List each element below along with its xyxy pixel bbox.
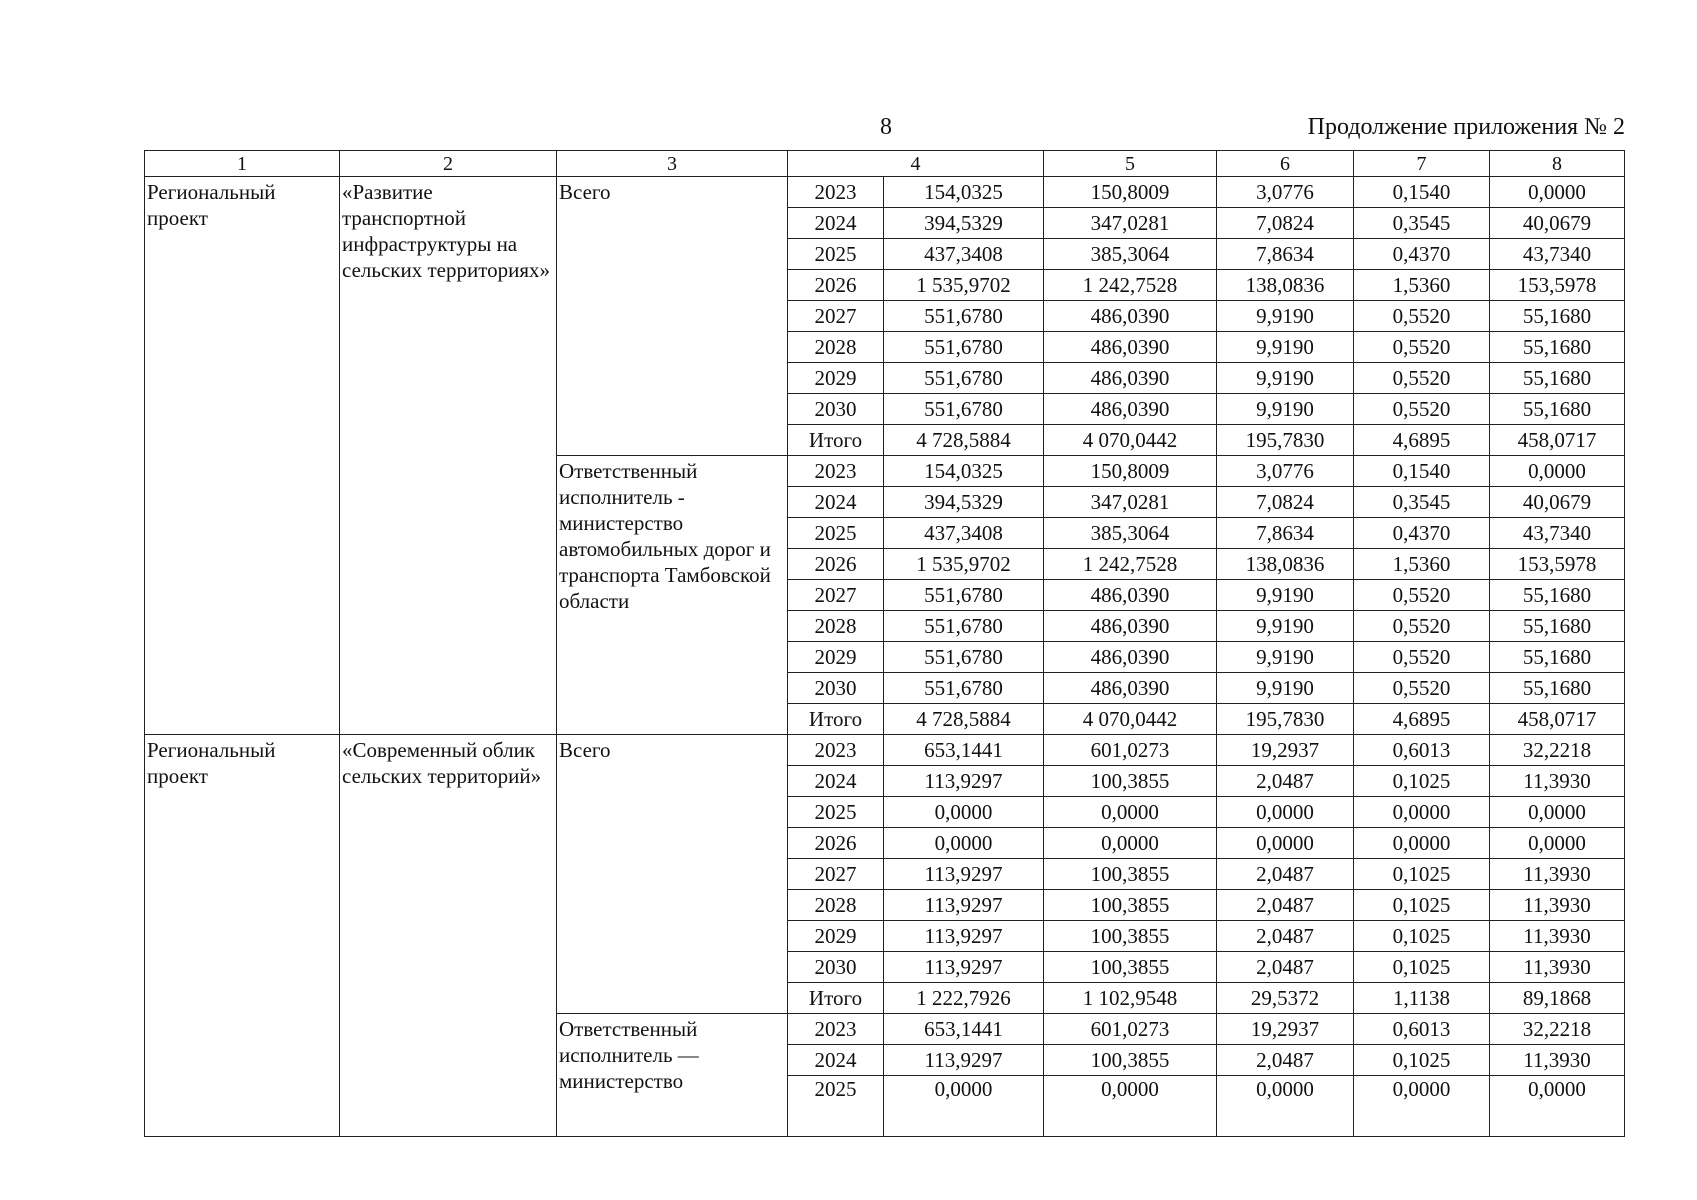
value-cell: 55,1680 bbox=[1490, 673, 1625, 704]
value-cell: 40,0679 bbox=[1490, 487, 1625, 518]
year-cell: 2023 bbox=[788, 456, 884, 487]
value-cell: 154,0325 bbox=[884, 456, 1044, 487]
value-cell: 1,5360 bbox=[1354, 270, 1490, 301]
value-cell: 55,1680 bbox=[1490, 394, 1625, 425]
value-cell: 2,0487 bbox=[1217, 766, 1354, 797]
value-cell: 138,0836 bbox=[1217, 270, 1354, 301]
value-cell: 43,7340 bbox=[1490, 239, 1625, 270]
value-cell: 7,8634 bbox=[1217, 239, 1354, 270]
value-cell: 486,0390 bbox=[1044, 611, 1217, 642]
value-cell: 0,3545 bbox=[1354, 208, 1490, 239]
value-cell: 11,3930 bbox=[1490, 952, 1625, 983]
year-cell: 2027 bbox=[788, 859, 884, 890]
value-cell: 0,0000 bbox=[1044, 828, 1217, 859]
value-cell: 153,5978 bbox=[1490, 270, 1625, 301]
value-cell: 0,0000 bbox=[1217, 828, 1354, 859]
value-cell: 55,1680 bbox=[1490, 611, 1625, 642]
continuation-title: Продолжение приложения № 2 bbox=[1307, 114, 1625, 140]
project-name-cell: «Современный облик сельских территорий» bbox=[340, 735, 557, 1137]
column-number: 3 bbox=[557, 151, 788, 177]
year-cell: 2025 bbox=[788, 518, 884, 549]
value-cell: 0,5520 bbox=[1354, 394, 1490, 425]
executor-cell: Всего bbox=[557, 177, 788, 456]
value-cell: 0,0000 bbox=[1490, 177, 1625, 208]
value-cell: 601,0273 bbox=[1044, 1014, 1217, 1045]
value-cell: 486,0390 bbox=[1044, 642, 1217, 673]
year-cell: 2030 bbox=[788, 394, 884, 425]
value-cell: 486,0390 bbox=[1044, 332, 1217, 363]
year-cell: 2028 bbox=[788, 611, 884, 642]
value-cell: 9,9190 bbox=[1217, 673, 1354, 704]
value-cell: 0,1025 bbox=[1354, 890, 1490, 921]
value-cell: 9,9190 bbox=[1217, 642, 1354, 673]
value-cell: 0,4370 bbox=[1354, 518, 1490, 549]
value-cell: 3,0776 bbox=[1217, 177, 1354, 208]
year-cell: 2028 bbox=[788, 332, 884, 363]
year-cell: Итого bbox=[788, 425, 884, 456]
value-cell: 486,0390 bbox=[1044, 673, 1217, 704]
value-cell: 113,9297 bbox=[884, 1045, 1044, 1076]
value-cell: 551,6780 bbox=[884, 394, 1044, 425]
value-cell: 100,3855 bbox=[1044, 890, 1217, 921]
value-cell: 195,7830 bbox=[1217, 425, 1354, 456]
value-cell: 9,9190 bbox=[1217, 301, 1354, 332]
year-cell: 2026 bbox=[788, 270, 884, 301]
value-cell: 32,2218 bbox=[1490, 735, 1625, 766]
value-cell: 437,3408 bbox=[884, 239, 1044, 270]
value-cell: 138,0836 bbox=[1217, 549, 1354, 580]
value-cell: 9,9190 bbox=[1217, 580, 1354, 611]
value-cell: 1 535,9702 bbox=[884, 270, 1044, 301]
table-row bbox=[145, 177, 1625, 208]
value-cell: 4,6895 bbox=[1354, 425, 1490, 456]
value-cell: 0,6013 bbox=[1354, 735, 1490, 766]
value-cell: 551,6780 bbox=[884, 580, 1044, 611]
column-number: 8 bbox=[1490, 151, 1625, 177]
value-cell: 394,5329 bbox=[884, 487, 1044, 518]
value-cell: 394,5329 bbox=[884, 208, 1044, 239]
program-type-cell: Региональный проект bbox=[145, 735, 340, 1137]
value-cell: 113,9297 bbox=[884, 921, 1044, 952]
year-cell: 2025 bbox=[788, 239, 884, 270]
value-cell: 551,6780 bbox=[884, 611, 1044, 642]
value-cell: 1 242,7528 bbox=[1044, 270, 1217, 301]
value-cell: 0,5520 bbox=[1354, 642, 1490, 673]
value-cell: 0,0000 bbox=[1354, 797, 1490, 828]
value-cell: 150,8009 bbox=[1044, 456, 1217, 487]
year-cell: Итого bbox=[788, 983, 884, 1014]
column-number: 1 bbox=[145, 151, 340, 177]
value-cell: 653,1441 bbox=[884, 1014, 1044, 1045]
value-cell: 0,1025 bbox=[1354, 859, 1490, 890]
value-cell: 601,0273 bbox=[1044, 735, 1217, 766]
value-cell: 0,1025 bbox=[1354, 952, 1490, 983]
value-cell: 437,3408 bbox=[884, 518, 1044, 549]
value-cell: 0,0000 bbox=[1490, 456, 1625, 487]
value-cell: 100,3855 bbox=[1044, 1045, 1217, 1076]
year-cell: 2024 bbox=[788, 1045, 884, 1076]
value-cell: 89,1868 bbox=[1490, 983, 1625, 1014]
value-cell: 9,9190 bbox=[1217, 611, 1354, 642]
value-cell: 1,5360 bbox=[1354, 549, 1490, 580]
column-number: 6 bbox=[1217, 151, 1354, 177]
year-cell: 2024 bbox=[788, 766, 884, 797]
value-cell: 0,0000 bbox=[1490, 797, 1625, 828]
value-cell: 0,0000 bbox=[1217, 797, 1354, 828]
value-cell: 0,0000 bbox=[1354, 1076, 1490, 1137]
value-cell: 150,8009 bbox=[1044, 177, 1217, 208]
year-cell: 2023 bbox=[788, 735, 884, 766]
value-cell: 1 102,9548 bbox=[1044, 983, 1217, 1014]
value-cell: 1 535,9702 bbox=[884, 549, 1044, 580]
year-cell: 2024 bbox=[788, 208, 884, 239]
value-cell: 0,5520 bbox=[1354, 611, 1490, 642]
value-cell: 29,5372 bbox=[1217, 983, 1354, 1014]
year-cell: 2027 bbox=[788, 580, 884, 611]
value-cell: 458,0717 bbox=[1490, 704, 1625, 735]
year-cell: 2023 bbox=[788, 1014, 884, 1045]
value-cell: 4 728,5884 bbox=[884, 425, 1044, 456]
value-cell: 55,1680 bbox=[1490, 301, 1625, 332]
value-cell: 55,1680 bbox=[1490, 642, 1625, 673]
year-cell: 2026 bbox=[788, 549, 884, 580]
value-cell: 55,1680 bbox=[1490, 332, 1625, 363]
value-cell: 0,5520 bbox=[1354, 673, 1490, 704]
column-number: 2 bbox=[340, 151, 557, 177]
value-cell: 4,6895 bbox=[1354, 704, 1490, 735]
value-cell: 0,5520 bbox=[1354, 580, 1490, 611]
executor-cell: Ответственный исполнитель - министерство автомобильных дорог и транспорта Тамбовской области bbox=[557, 456, 788, 735]
value-cell: 9,9190 bbox=[1217, 363, 1354, 394]
column-number: 7 bbox=[1354, 151, 1490, 177]
value-cell: 2,0487 bbox=[1217, 952, 1354, 983]
value-cell: 100,3855 bbox=[1044, 921, 1217, 952]
value-cell: 0,1540 bbox=[1354, 456, 1490, 487]
value-cell: 113,9297 bbox=[884, 859, 1044, 890]
value-cell: 458,0717 bbox=[1490, 425, 1625, 456]
value-cell: 0,0000 bbox=[884, 797, 1044, 828]
column-number: 4 bbox=[788, 151, 1044, 177]
value-cell: 2,0487 bbox=[1217, 921, 1354, 952]
value-cell: 11,3930 bbox=[1490, 859, 1625, 890]
value-cell: 0,5520 bbox=[1354, 301, 1490, 332]
value-cell: 0,3545 bbox=[1354, 487, 1490, 518]
value-cell: 100,3855 bbox=[1044, 952, 1217, 983]
value-cell: 7,8634 bbox=[1217, 518, 1354, 549]
value-cell: 551,6780 bbox=[884, 673, 1044, 704]
value-cell: 55,1680 bbox=[1490, 580, 1625, 611]
value-cell: 4 070,0442 bbox=[1044, 425, 1217, 456]
value-cell: 2,0487 bbox=[1217, 1045, 1354, 1076]
executor-cell: Ответственный исполнитель — министерство bbox=[557, 1014, 788, 1137]
year-cell: 2023 bbox=[788, 177, 884, 208]
value-cell: 0,0000 bbox=[884, 828, 1044, 859]
value-cell: 19,2937 bbox=[1217, 735, 1354, 766]
value-cell: 11,3930 bbox=[1490, 921, 1625, 952]
value-cell: 9,9190 bbox=[1217, 332, 1354, 363]
value-cell: 7,0824 bbox=[1217, 208, 1354, 239]
value-cell: 0,4370 bbox=[1354, 239, 1490, 270]
year-cell: 2025 bbox=[788, 1076, 884, 1137]
value-cell: 113,9297 bbox=[884, 766, 1044, 797]
project-name-cell: «Развитие транспортной инфраструктуры на сельских территориях» bbox=[340, 177, 557, 735]
value-cell: 551,6780 bbox=[884, 363, 1044, 394]
year-cell: 2030 bbox=[788, 952, 884, 983]
value-cell: 4 728,5884 bbox=[884, 704, 1044, 735]
value-cell: 0,1025 bbox=[1354, 766, 1490, 797]
value-cell: 4 070,0442 bbox=[1044, 704, 1217, 735]
value-cell: 154,0325 bbox=[884, 177, 1044, 208]
table-row bbox=[145, 735, 1625, 766]
value-cell: 32,2218 bbox=[1490, 1014, 1625, 1045]
value-cell: 347,0281 bbox=[1044, 487, 1217, 518]
value-cell: 385,3064 bbox=[1044, 239, 1217, 270]
value-cell: 113,9297 bbox=[884, 890, 1044, 921]
value-cell: 11,3930 bbox=[1490, 1045, 1625, 1076]
value-cell: 551,6780 bbox=[884, 332, 1044, 363]
value-cell: 0,5520 bbox=[1354, 363, 1490, 394]
value-cell: 11,3930 bbox=[1490, 890, 1625, 921]
value-cell: 0,1025 bbox=[1354, 921, 1490, 952]
value-cell: 347,0281 bbox=[1044, 208, 1217, 239]
value-cell: 0,0000 bbox=[1354, 828, 1490, 859]
value-cell: 0,5520 bbox=[1354, 332, 1490, 363]
value-cell: 1,1138 bbox=[1354, 983, 1490, 1014]
value-cell: 19,2937 bbox=[1217, 1014, 1354, 1045]
year-cell: 2027 bbox=[788, 301, 884, 332]
value-cell: 0,0000 bbox=[1490, 1076, 1625, 1137]
value-cell: 43,7340 bbox=[1490, 518, 1625, 549]
year-cell: 2029 bbox=[788, 363, 884, 394]
value-cell: 486,0390 bbox=[1044, 394, 1217, 425]
budget-table bbox=[144, 150, 1625, 1137]
value-cell: 113,9297 bbox=[884, 952, 1044, 983]
value-cell: 11,3930 bbox=[1490, 766, 1625, 797]
value-cell: 486,0390 bbox=[1044, 580, 1217, 611]
value-cell: 195,7830 bbox=[1217, 704, 1354, 735]
value-cell: 100,3855 bbox=[1044, 766, 1217, 797]
value-cell: 653,1441 bbox=[884, 735, 1044, 766]
year-cell: 2030 bbox=[788, 673, 884, 704]
value-cell: 3,0776 bbox=[1217, 456, 1354, 487]
value-cell: 153,5978 bbox=[1490, 549, 1625, 580]
year-cell: 2029 bbox=[788, 642, 884, 673]
value-cell: 0,0000 bbox=[1217, 1076, 1354, 1137]
value-cell: 55,1680 bbox=[1490, 363, 1625, 394]
value-cell: 1 222,7926 bbox=[884, 983, 1044, 1014]
value-cell: 385,3064 bbox=[1044, 518, 1217, 549]
value-cell: 0,0000 bbox=[1044, 1076, 1217, 1137]
value-cell: 486,0390 bbox=[1044, 301, 1217, 332]
column-number-row bbox=[145, 151, 1625, 177]
value-cell: 1 242,7528 bbox=[1044, 549, 1217, 580]
year-cell: 2025 bbox=[788, 797, 884, 828]
year-cell: 2026 bbox=[788, 828, 884, 859]
value-cell: 9,9190 bbox=[1217, 394, 1354, 425]
year-cell: 2024 bbox=[788, 487, 884, 518]
value-cell: 0,6013 bbox=[1354, 1014, 1490, 1045]
program-type-cell: Региональный проект bbox=[145, 177, 340, 735]
value-cell: 0,1025 bbox=[1354, 1045, 1490, 1076]
value-cell: 0,0000 bbox=[1490, 828, 1625, 859]
year-cell: 2028 bbox=[788, 890, 884, 921]
executor-cell: Всего bbox=[557, 735, 788, 1014]
column-number: 5 bbox=[1044, 151, 1217, 177]
value-cell: 0,0000 bbox=[1044, 797, 1217, 828]
value-cell: 100,3855 bbox=[1044, 859, 1217, 890]
value-cell: 7,0824 bbox=[1217, 487, 1354, 518]
value-cell: 0,1540 bbox=[1354, 177, 1490, 208]
page-number: 8 bbox=[880, 114, 892, 140]
value-cell: 486,0390 bbox=[1044, 363, 1217, 394]
year-cell: 2029 bbox=[788, 921, 884, 952]
value-cell: 2,0487 bbox=[1217, 890, 1354, 921]
value-cell: 0,0000 bbox=[884, 1076, 1044, 1137]
value-cell: 40,0679 bbox=[1490, 208, 1625, 239]
value-cell: 551,6780 bbox=[884, 642, 1044, 673]
year-cell: Итого bbox=[788, 704, 884, 735]
table-body bbox=[145, 151, 1625, 1137]
value-cell: 2,0487 bbox=[1217, 859, 1354, 890]
value-cell: 551,6780 bbox=[884, 301, 1044, 332]
